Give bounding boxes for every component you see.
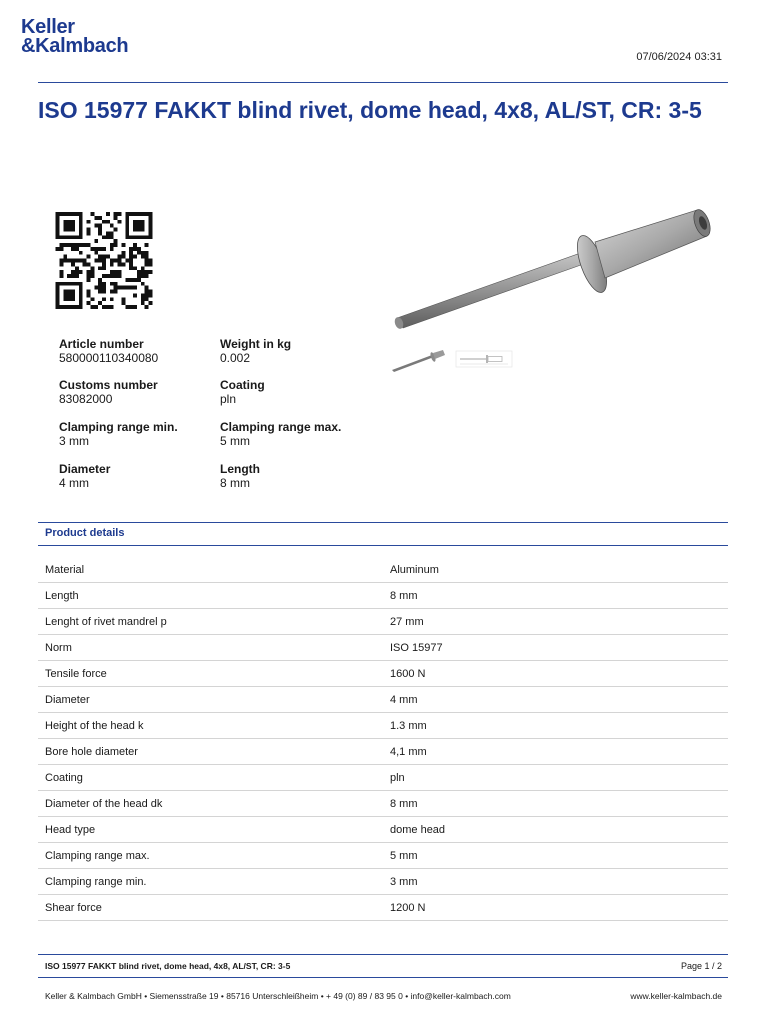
detail-value: 4 mm [383,687,728,713]
blind-rivet-image [385,200,725,340]
spec-label: Coating [220,378,265,392]
spec-value: pln [220,392,237,406]
footer-website-link[interactable]: www.keller-kalmbach.de [630,991,722,1001]
spec-customs-number [59,378,158,406]
spec-clamping-max [220,420,341,448]
table-row [38,817,728,843]
detail-value: 1.3 mm [383,713,728,739]
detail-key: Diameter [38,687,383,713]
detail-key: Head type [38,817,383,843]
print-datetime: 07/06/2024 03:31 [636,51,722,63]
detail-key: Tensile force [38,661,383,687]
spec-label: Clamping range min. [59,420,178,434]
table-row [38,739,728,765]
table-row [38,609,728,635]
spec-length [220,462,260,490]
table-row [38,765,728,791]
detail-key: Coating [38,765,383,791]
spec-label: Customs number [59,378,158,392]
spec-label: Diameter [59,462,111,476]
spec-label: Article number [59,337,144,351]
section-divider-top [38,522,728,523]
detail-value: 3 mm [383,869,728,895]
table-row [38,895,728,921]
qr-code-icon [53,212,155,309]
detail-value: 1200 N [383,895,728,921]
detail-key: Material [38,557,383,583]
spec-weight [220,337,291,365]
section-divider-bottom [38,545,728,546]
detail-key: Bore hole diameter [38,739,383,765]
footer-address: Keller & Kalmbach GmbH • Siemensstraße 19 • 85716 Unterschleißheim • + 49 (0) 89 / 83 95 0 • info@keller-kalmbach.com [45,991,511,1001]
detail-key: Height of the head k [38,713,383,739]
company-logo [21,18,128,56]
detail-value: 27 mm [383,609,728,635]
detail-key: Clamping range max. [38,843,383,869]
spec-value: 3 mm [59,434,89,448]
spec-value: 0.002 [220,351,251,365]
spec-clamping-min [59,420,178,448]
spec-coating [220,378,265,406]
detail-value: 8 mm [383,583,728,609]
rivet-drawing-thumbnail[interactable] [456,351,512,367]
table-row [38,713,728,739]
spec-value: 580000110340080 [59,351,159,365]
spec-value: 83082000 [59,392,113,406]
table-row [38,843,728,869]
detail-key: Length [38,583,383,609]
table-row [38,869,728,895]
spec-label: Weight in kg [220,337,292,351]
detail-value: pln [383,765,728,791]
spec-diameter [59,462,110,490]
spec-value: 4 mm [59,476,89,490]
detail-value: 8 mm [383,791,728,817]
header-divider [38,82,728,83]
table-row [38,583,728,609]
spec-value: 8 mm [220,476,250,490]
table-row [38,635,728,661]
detail-key: Norm [38,635,383,661]
page-number: Page 1 / 2 [680,961,722,971]
spec-value: 5 mm [220,434,250,448]
detail-value: 5 mm [383,843,728,869]
spec-article-number [59,337,158,365]
footer-divider-top [38,954,728,955]
footer-title: ISO 15977 FAKKT blind rivet, dome head, 4x8, AL/ST, CR: 3-5 [45,961,291,971]
detail-key: Lenght of rivet mandrel p [38,609,383,635]
detail-value: 1600 N [383,661,728,687]
detail-value: ISO 15977 [383,635,728,661]
logo-line2: &Kalmbach [21,35,129,57]
detail-key: Shear force [38,895,383,921]
table-row [38,557,728,583]
footer-divider-bottom [38,977,728,978]
spec-label: Clamping range max. [220,420,342,434]
detail-value: dome head [383,817,728,843]
page-title: ISO 15977 FAKKT blind rivet, dome head, 4x8, AL/ST, CR: 3-5 [38,97,702,123]
logo-line1: Keller [21,16,75,38]
table-row [38,661,728,687]
detail-key: Diameter of the head dk [38,791,383,817]
detail-value: Aluminum [383,557,728,583]
table-row [38,687,728,713]
rivet-thumbnails [390,348,520,374]
detail-value: 4,1 mm [383,739,728,765]
product-details-table [38,557,728,921]
spec-label: Length [220,462,260,476]
product-details-heading: Product details [45,527,125,539]
table-row [38,791,728,817]
rivet-photo-thumbnail[interactable] [390,348,446,374]
detail-key: Clamping range min. [38,869,383,895]
